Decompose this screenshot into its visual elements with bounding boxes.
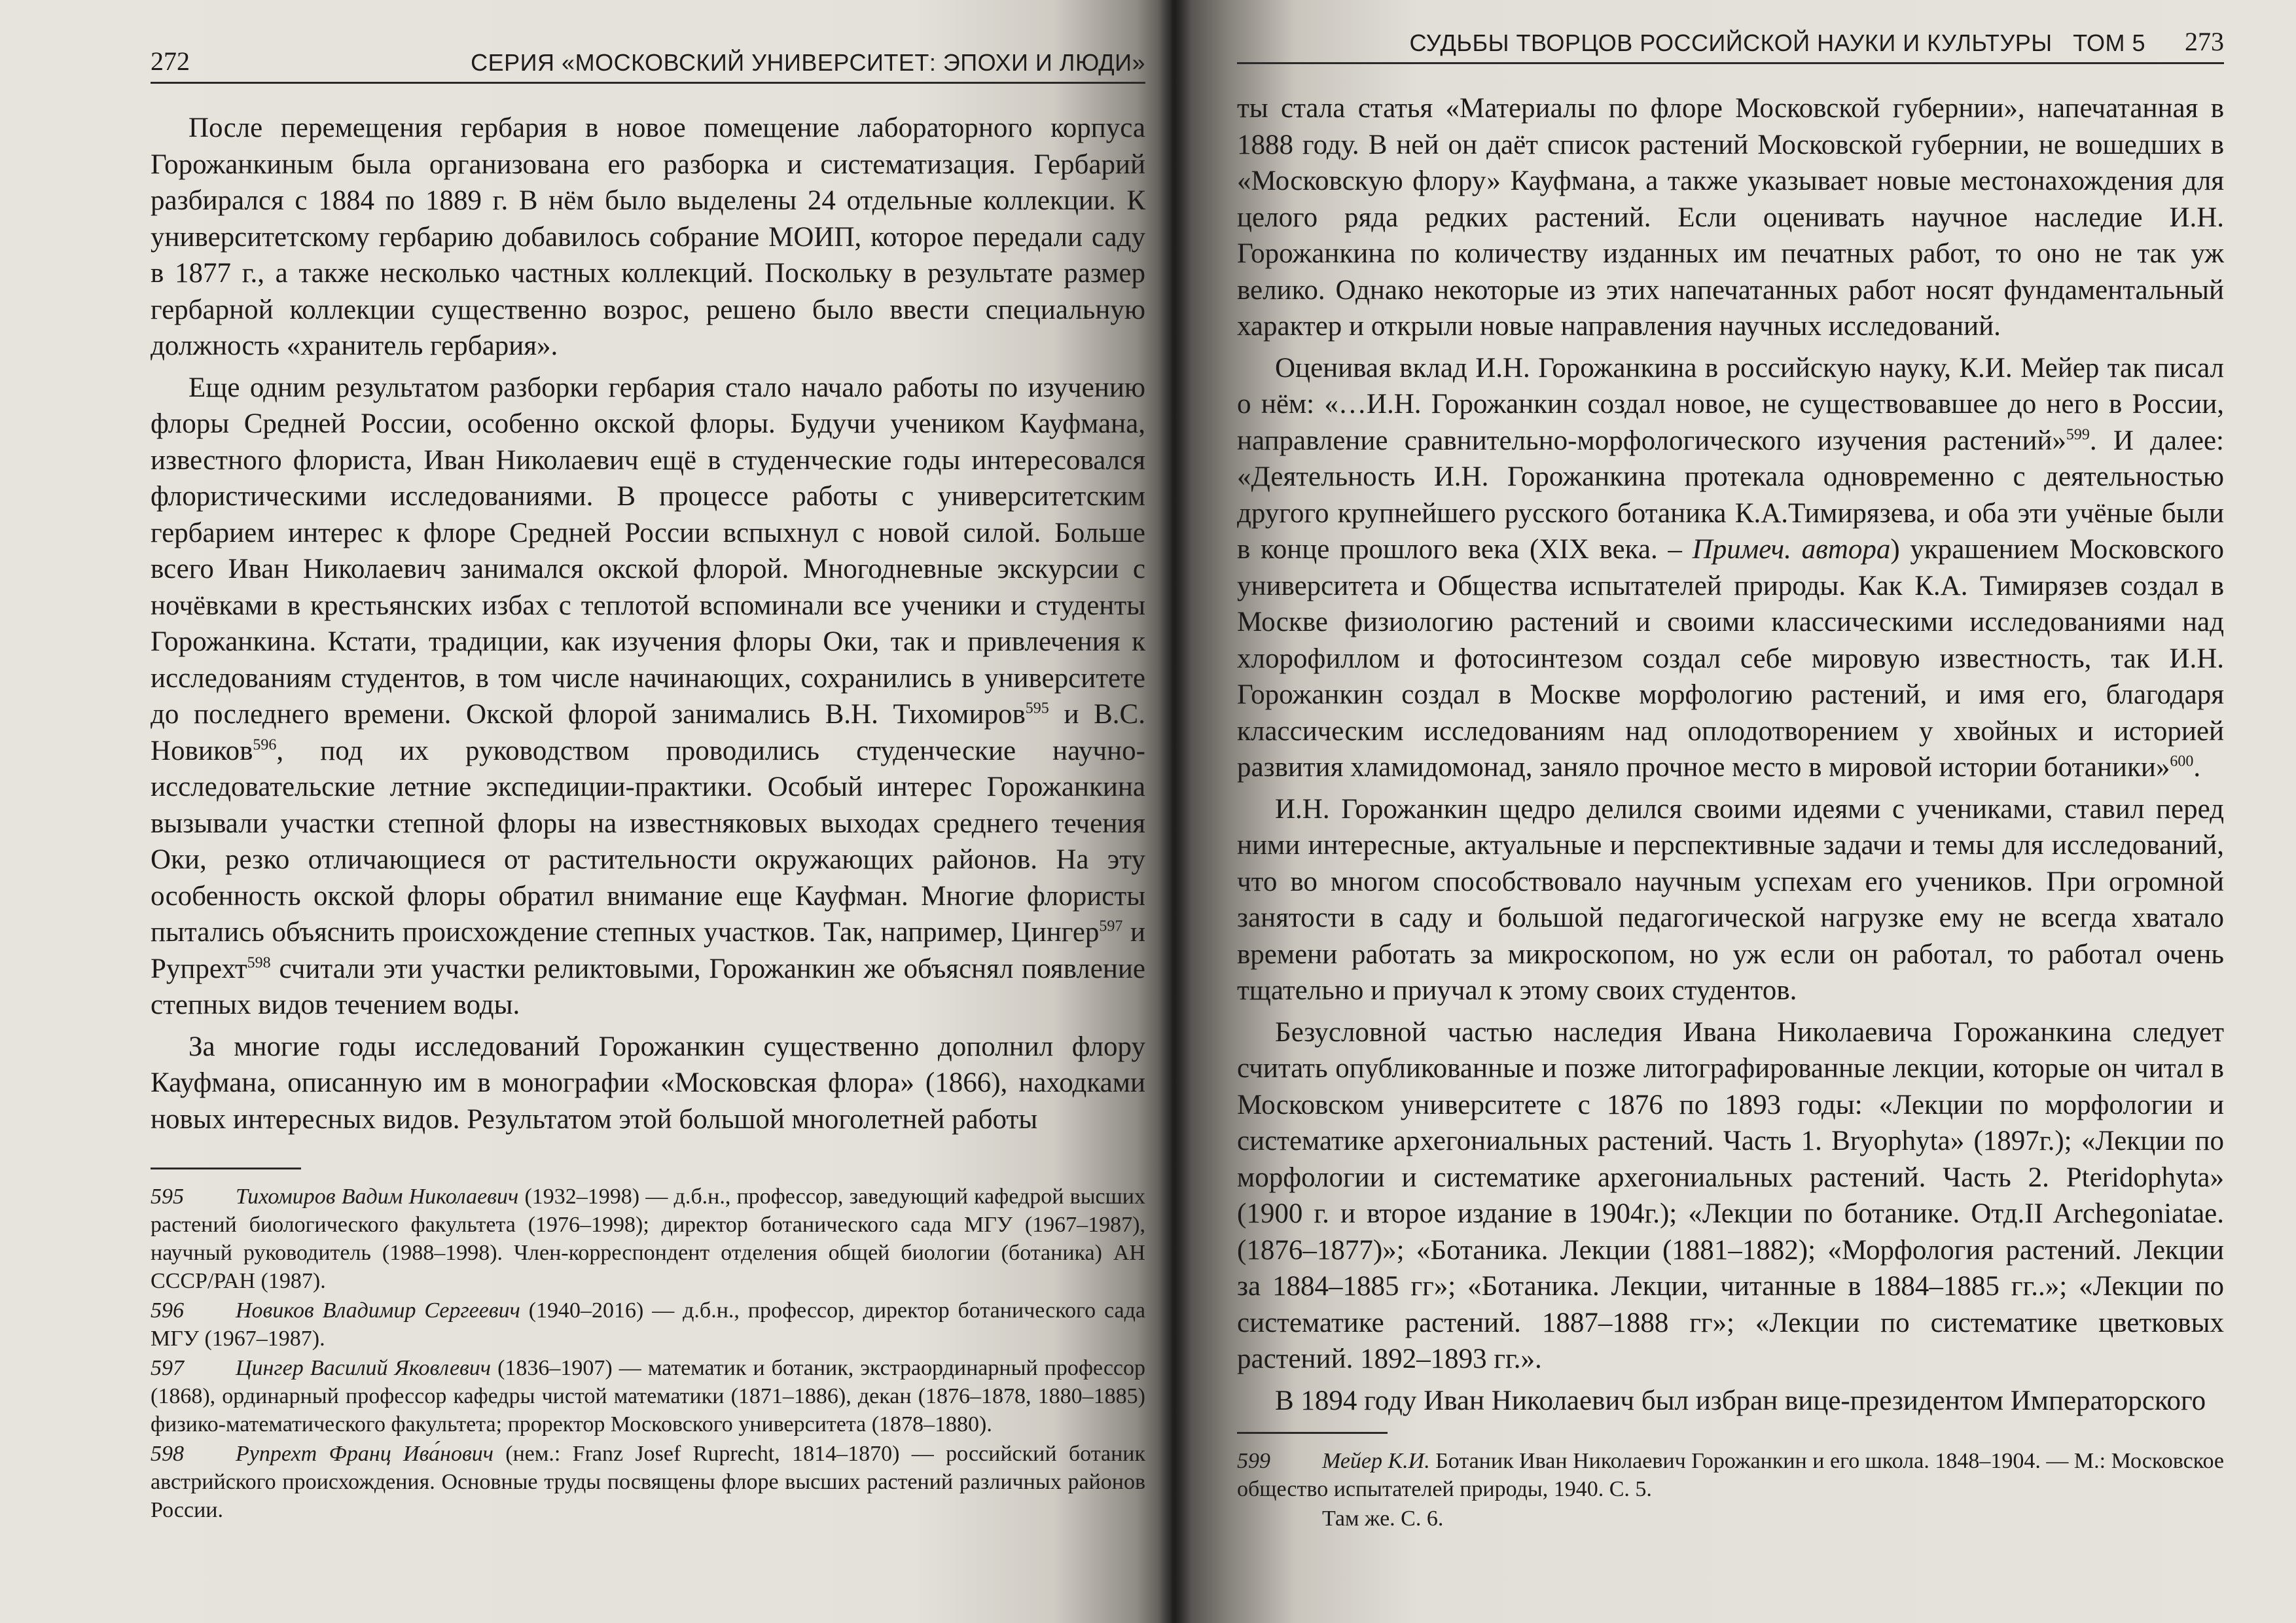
paragraph: ты стала статья «Материалы по флоре Московской губернии», напечатанная в 1888 году. В ней он даёт список растений Московской губернии, не вошедших в «Московскую флору» Кауфмана, а также указывает новые местонахождения для целого ряда редких растений. Если оценивать научное наследие И.Н. Горожанкина по количеству изданных им печатных работ, то оно не так уж велико. Однако некоторые из этих напечатанных работ носят фундаментальный характер и открыли новые направления научных исследований.: [1237, 93, 2224, 342]
footnote-number: 599: [1237, 1449, 1270, 1473]
paragraph: В 1894 году Иван Николаевич был избран вице-президентом Императорского: [1275, 1385, 2206, 1416]
footnote-ref: 600: [2170, 753, 2194, 770]
right-footnotes: [1237, 1447, 2224, 1533]
footnote-number: 596: [151, 1298, 184, 1323]
footnote-separator: [1237, 1432, 1388, 1434]
footnote-name: Тихомиров Вадим Николаевич: [236, 1185, 519, 1209]
paragraph: [151, 370, 1145, 1024]
book-gutter-shadow: [1158, 0, 1191, 1623]
footnote: [1237, 1447, 2224, 1503]
footnote-number: 598: [151, 1442, 184, 1466]
footnote-ref: 598: [247, 954, 271, 972]
footnote-name: Рупрехт Франц Ива́нович: [236, 1442, 493, 1466]
paragraph-text: . И далее: «Деятельность И.Н. Горожанкина протекала одновременно с деятельностью другого крупнейшего русского ботаника К.А.Тимирязева, и оба эти учёные были в конце прошлого века (XIX века. –: [1237, 425, 2224, 565]
author-note: Примеч. автора: [1692, 534, 1891, 565]
footnote-name: Новиков Владимир Сергеевич: [236, 1298, 520, 1323]
footnote-ref: 597: [1099, 918, 1123, 935]
left-page-header: [151, 46, 1145, 84]
page-number-left: 272: [151, 46, 190, 76]
footnote: Там же. С. 6.: [1322, 1507, 1444, 1531]
left-footnotes: [151, 1183, 1145, 1524]
volume-label: ТОМ 5: [2073, 29, 2145, 56]
running-title-left: СЕРИЯ «МОСКОВСКИЙ УНИВЕРСИТЕТ: ЭПОХИ И ЛЮДИ»: [471, 49, 1145, 76]
footnote: [151, 1183, 1145, 1295]
footnote-text: (1836–1907) — математик и ботаник, экстраординарный профессор (1868), ординарный профессор кафедры чистой математики (1871–1886), декан (1876–1878, 1880–1885) физико-математического факультета; проректор Московского университета (1878–1880).: [151, 1356, 1146, 1436]
paragraph: После перемещения гербария в новое помещение лабораторного корпуса Горожанкиным была организована его разборка и систематизация. Гербарий разбирался с 1884 по 1889 г. В нём было выделены 24 отдельные коллекции. К университетскому гербарию добавилось собрание МОИП, которое передали саду в 1877 г., а также несколько частных коллекций. Поскольку в результате размер гербарной коллекции существенно возрос, решено было ввести специальную должность «хранитель гербария».: [151, 113, 1145, 361]
paragraph-text: и Рупрехт: [151, 917, 1145, 984]
paragraph-text: , под их руководством проводились студенческие научно-исследовательские летние экспедиции-практики. Особый интерес Горожанкина вызывали участки степной флоры на известняковых выходах среднего течения Оки, резко отличающиеся от растительности окружающих районов. На эту особенность окской флоры обратил внимание еще Кауфман. Многие флористы пытались объяснить происхождение степных участков. Так, например, Цингер: [151, 735, 1145, 948]
paragraph-text: считали эти участки реликтовыми, Горожанкин же объяснял появление степных видов течением воды.: [151, 953, 1145, 1020]
right-page-header: [1237, 26, 2224, 64]
paragraph: За многие годы исследований Горожанкин существенно дополнил флору Кауфмана, описанную им в монографии «Московская флора» (1866), находками новых интересных видов. Результатом этой большой многолетней работы: [151, 1031, 1145, 1135]
paragraph: Безусловной частью наследия Ивана Николаевича Горожанкина следует считать опубликованные и позже литографированные лекции, которые он читал в Московском университете с 1876 по 1893 годы: «Лекции по морфологии и систематике архегониальных растений. Часть 1. Bryophyta» (1897г.); «Лекции по морфологии и систематике архегониальных растений. Часть 2. Pteridophyta» (1900 г. и второе издание в 1904г.); «Лекции по ботанике. Отд.II Archegoniatae. (1876–1877)»; «Ботаника. Лекции (1881–1882); «Морфология растений. Лекции за 1884–1885 гг»; «Ботаника. Лекции, читанные в 1884–1885 гг..»; «Лекции по систематике растений. 1887–1888 гг»; «Лекции по систематике цветковых растений. 1892–1893 гг.».: [1237, 1016, 2224, 1374]
paragraph: И.Н. Горожанкин щедро делился своими идеями с учениками, ставил перед ними интересные, актуальные и перспективные задачи и темы для исследований, что во многом способствовало научным успехам его учеников. При огромной занятости в саду и большой педагогической нагрузке ему не всегда хватало времени работать за микроскопом, но уж если он работал, то работал очень тщательно и приучал к этому своих студентов.: [1237, 793, 2224, 1006]
footnote-ref: 596: [253, 736, 277, 754]
footnote-text: (нем.: Franz Josef Ruprecht, 1814–1870) — российский ботаник австрийского происхождения. Основные труды посвящены флоре высших растений различных районов России.: [151, 1442, 1145, 1522]
left-page-body: [151, 110, 1145, 1137]
footnote-ref: 595: [1025, 700, 1049, 717]
footnote-number: 595: [151, 1185, 184, 1209]
footnote-name: Мейер К.И.: [1322, 1449, 1430, 1473]
paragraph: Оценивая вклад И.Н. Горожанкина в российскую науку, К.И. Мейер так писал о нём: «…И.Н. Горожанкин создал новое, не существовавшее до него в России, направление сравнительно-морфологического изучения растений»$^{599}$. И далее: «Деятельность И.Н. Горожанкина протекала одновременно с деятельностью другого крупнейшего русского ботаника К.А.Тимирязева, и оба эти учёные были в конце прошлого века (XIX века. – Примеч. автора) украшением Московского университета и Общества испытателей природы. Как К.А. Тимирязев создал в Москве физиологию растений и своими классическими исследованиями над хлорофиллом и фотосинтезом создал себе мировую известность, так И.Н. Горожанкин создал в Москве морфологию растений, и имя его, благодаря классическим исследованиям над оплодотворением у хвойных и историей развития хламидомонад, заняло прочное место в мировой истории ботаники»$^{600}$.: [1237, 352, 2225, 783]
paragraph-text: и В.С. Новиков: [151, 699, 1145, 766]
page-number-right: 273: [2185, 27, 2224, 56]
running-title-right: [1409, 29, 2145, 57]
footnote: [151, 1354, 1145, 1438]
footnote-text: Ботаник Иван Николаевич Горожанкин и его школа. 1848–1904. — М.: Московское общество испытателей природы, 1940. С. 5.: [1237, 1449, 2224, 1501]
footnote-name: Цингер Василий Яковлевич: [236, 1356, 492, 1380]
footnote-ref: 599: [2066, 426, 2090, 444]
footnote: [151, 1440, 1145, 1524]
running-title-text: СУДЬБЫ ТВОРЦОВ РОССИЙСКОЙ НАУКИ И КУЛЬТУРЫ: [1409, 29, 2053, 56]
footnote-text: (1940–2016) — д.б.н., профессор, директор ботанического сада МГУ (1967–1987).: [151, 1298, 1145, 1351]
paragraph-text: ) украшением Московского университета и Общества испытателей природы. Как К.А. Тимирязев создал в Москве физиологию растений и своими классическими исследованиями над хлорофиллом и фотосинтезом создал себе мировую известность, так И.Н. Горожанкин создал в Москве морфологию растений, и имя его, благодаря классическим исследованиям над оплодотворением у хвойных и историей развития хламидомонад, заняло прочное место в мировой истории ботаники»: [1237, 534, 2225, 783]
paragraph-text: Еще одним результатом разборки гербария стало начало работы по изучению флоры Средней России, особенно окской флоры. Будучи учеником Кауфмана, известного флориста, Иван Николаевич ещё в студенческие годы интересовался флористическими исследованиями. В процессе работы с университетским гербарием интерес к флоре Средней России вспыхнул с новой силой. Больше всего Иван Николаевич занимался окской флорой. Многодневные экскурсии с ночёвками в крестьянских избах с теплотой вспоминали все ученики и студенты Горожанкина. Кстати, традиции, как изучения флоры Оки, так и привлечения к исследованиям студентов, в том числе начинающих, сохранились в университете до последнего времени. Окской флорой занимались В.Н. Тихомиров: [151, 372, 1145, 730]
footnote-text: (1932–1998) — д.б.н., профессор, заведующий кафедрой высших растений биологического факультета (1976–1998); директор ботанического сада МГУ (1967–1987), научный руководитель (1988–1998). Член-корреспондент отделения общей биологии (ботаника) АН СССР/РАН (1987).: [151, 1185, 1146, 1293]
footnote-separator: [151, 1168, 301, 1169]
footnote-number: 597: [151, 1356, 184, 1380]
footnote: [151, 1296, 1145, 1353]
right-page-body: [1237, 90, 2224, 1419]
paragraph-text: Оценивая вклад И.Н. Горожанкина в российскую науку, К.И. Мейер так писал о нём: «…И.Н. Горожанкин создал новое, не существовавшее до него в России, направление сравнительно-морфологического изучения растений»: [1237, 352, 2224, 456]
right-page: [1172, 0, 2296, 1623]
